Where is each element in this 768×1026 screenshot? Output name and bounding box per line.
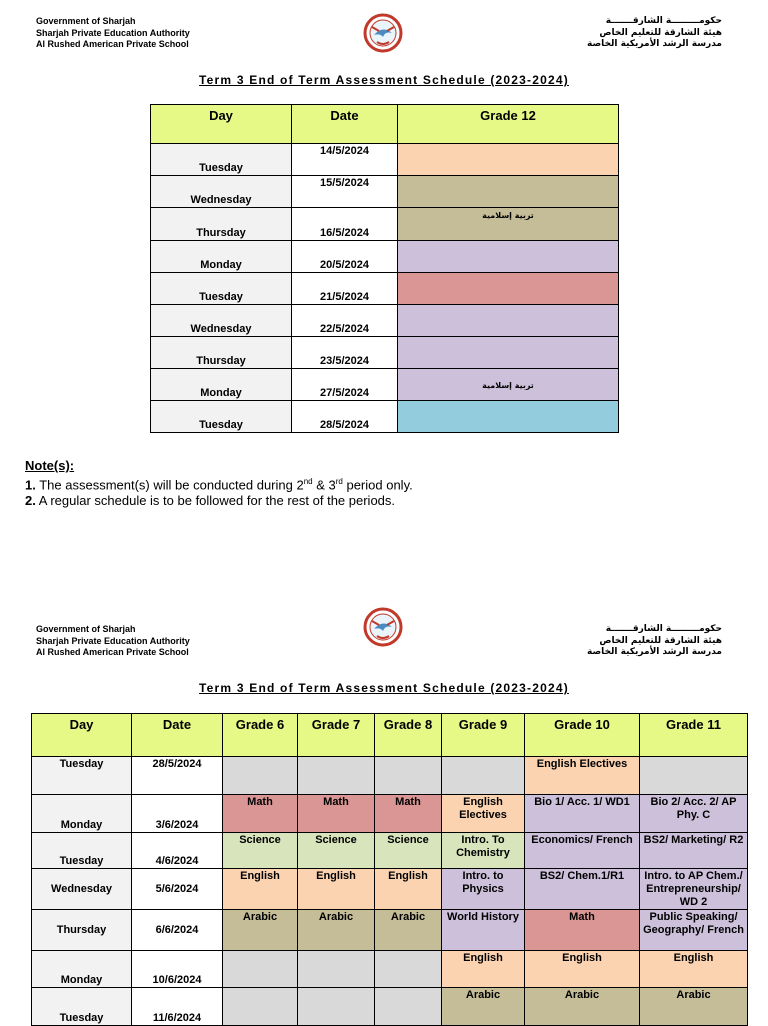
date-cell: 5/6/2024 bbox=[132, 869, 223, 910]
note-number: 1. bbox=[25, 477, 36, 493]
table-row bbox=[32, 869, 748, 910]
column-header-grade9: Grade 9 bbox=[442, 714, 525, 757]
day-cell: Thursday bbox=[32, 910, 132, 951]
date-cell: 16/5/2024 bbox=[292, 208, 398, 241]
subject-cell: Intro. to Physics bbox=[442, 869, 525, 910]
subject-cell: Science bbox=[223, 833, 298, 869]
table-row bbox=[151, 337, 619, 369]
subject-cell: Intro. to AP Chem./ Entrepreneurship/ WD 2 bbox=[640, 869, 748, 910]
header-line: Al Rushed American Private School bbox=[36, 647, 189, 657]
day-cell: Tuesday bbox=[151, 401, 292, 433]
day-cell: Monday bbox=[32, 795, 132, 833]
subject-cell bbox=[298, 988, 375, 1026]
school-crest-logo-icon bbox=[363, 607, 403, 647]
subject-cell: English Electives bbox=[525, 757, 640, 795]
date-cell: 14/5/2024 bbox=[292, 144, 398, 176]
date-cell: 21/5/2024 bbox=[292, 273, 398, 305]
subject-cell: Arabic bbox=[375, 910, 442, 951]
date-cell: 27/5/2024 bbox=[292, 369, 398, 401]
subject-cell bbox=[298, 951, 375, 988]
date-cell: 15/5/2024 bbox=[292, 176, 398, 208]
table-row bbox=[151, 176, 619, 208]
note-text: & 3 bbox=[312, 477, 336, 493]
table-header-row bbox=[151, 105, 619, 144]
note-text: period only. bbox=[342, 477, 413, 493]
column-header-grade11: Grade 11 bbox=[640, 714, 748, 757]
subject-cell bbox=[223, 988, 298, 1026]
subject-cell bbox=[398, 144, 619, 176]
subject-cell bbox=[375, 951, 442, 988]
note-item bbox=[25, 493, 413, 509]
note-sup: nd bbox=[303, 477, 313, 486]
subject-cell: Economics/ French bbox=[525, 833, 640, 869]
header-line: Government of Sharjah bbox=[36, 16, 136, 26]
day-cell: Tuesday bbox=[151, 144, 292, 176]
subject-cell: Math bbox=[223, 795, 298, 833]
subject-cell bbox=[375, 988, 442, 1026]
table-row bbox=[151, 144, 619, 176]
header-line-ar: مدرسة الرشد الأمريكية الخاصة bbox=[587, 647, 722, 657]
subject-cell: Science bbox=[375, 833, 442, 869]
date-cell: 11/6/2024 bbox=[132, 988, 223, 1026]
date-cell: 6/6/2024 bbox=[132, 910, 223, 951]
column-header-day: Day bbox=[151, 105, 292, 144]
table-row bbox=[32, 833, 748, 869]
note-sup: rd bbox=[335, 477, 343, 486]
date-cell: 3/6/2024 bbox=[132, 795, 223, 833]
school-crest-logo-icon bbox=[363, 13, 403, 53]
day-cell: Tuesday bbox=[151, 273, 292, 305]
header-line: Government of Sharjah bbox=[36, 624, 136, 634]
day-cell: Wednesday bbox=[151, 176, 292, 208]
column-header-date: Date bbox=[132, 714, 223, 757]
subject-cell bbox=[298, 757, 375, 795]
day-cell: Monday bbox=[151, 241, 292, 273]
day-cell: Tuesday bbox=[32, 988, 132, 1026]
column-header-grade8: Grade 8 bbox=[375, 714, 442, 757]
column-header-day: Day bbox=[32, 714, 132, 757]
day-cell: Thursday bbox=[151, 208, 292, 241]
table-row bbox=[151, 208, 619, 241]
table-row bbox=[32, 757, 748, 795]
subject-cell: Arabic bbox=[640, 988, 748, 1026]
day-cell: Tuesday bbox=[32, 757, 132, 795]
subject-cell: BS2/ Marketing/ R2 bbox=[640, 833, 748, 869]
subject-cell: Science bbox=[298, 833, 375, 869]
header-left-1 bbox=[36, 16, 190, 51]
header-line: Sharjah Private Education Authority bbox=[36, 27, 190, 38]
header-line-ar: هيئة الشارقة للتعليم الخاص bbox=[599, 27, 722, 38]
table-row bbox=[32, 795, 748, 833]
subject-cell: English bbox=[525, 951, 640, 988]
subject-cell: Math bbox=[298, 795, 375, 833]
date-cell: 28/5/2024 bbox=[292, 401, 398, 433]
note-item bbox=[25, 474, 413, 493]
header-line-ar: حكومـــــــــة الشارقـــــــة bbox=[605, 624, 722, 634]
note-text: A regular schedule is to be followed for the rest of the periods. bbox=[38, 493, 396, 509]
subject-cell: Intro. To Chemistry bbox=[442, 833, 525, 869]
table-row bbox=[151, 273, 619, 305]
subject-cell: Arabic bbox=[525, 988, 640, 1026]
note-number: 2. bbox=[25, 493, 36, 509]
subject-cell bbox=[223, 951, 298, 988]
subject-cell: English bbox=[375, 869, 442, 910]
date-cell: 4/6/2024 bbox=[132, 833, 223, 869]
header-right-2 bbox=[587, 624, 722, 659]
subject-cell: Arabic bbox=[223, 910, 298, 951]
subject-cell bbox=[223, 757, 298, 795]
date-cell: 22/5/2024 bbox=[292, 305, 398, 337]
table-row bbox=[151, 241, 619, 273]
notes-heading: Note(s): bbox=[25, 458, 75, 473]
table-row bbox=[32, 988, 748, 1026]
subject-cell: Arabic bbox=[442, 988, 525, 1026]
header-line-ar: هيئة الشارقة للتعليم الخاص bbox=[599, 635, 722, 646]
subject-cell: Bio 2/ Acc. 2/ AP Phy. C bbox=[640, 795, 748, 833]
column-header-date: Date bbox=[292, 105, 398, 144]
column-header-grade12: Grade 12 bbox=[398, 105, 619, 144]
date-cell: 23/5/2024 bbox=[292, 337, 398, 369]
header-line-ar: حكومـــــــــة الشارقـــــــة bbox=[605, 16, 722, 26]
date-cell: 28/5/2024 bbox=[132, 757, 223, 795]
subject-cell bbox=[398, 273, 619, 305]
date-cell: 10/6/2024 bbox=[132, 951, 223, 988]
header-line: Sharjah Private Education Authority bbox=[36, 635, 190, 646]
subject-cell bbox=[398, 401, 619, 433]
subject-cell: English bbox=[640, 951, 748, 988]
table-row bbox=[32, 951, 748, 988]
note-text: The assessment(s) will be conducted during 2 bbox=[39, 477, 304, 493]
day-cell: Wednesday bbox=[151, 305, 292, 337]
day-cell: Thursday bbox=[151, 337, 292, 369]
date-cell: 20/5/2024 bbox=[292, 241, 398, 273]
header-left-2 bbox=[36, 624, 190, 659]
day-cell: Monday bbox=[32, 951, 132, 988]
day-cell: Tuesday bbox=[32, 833, 132, 869]
header-line: Al Rushed American Private School bbox=[36, 39, 189, 49]
day-cell: Monday bbox=[151, 369, 292, 401]
subject-cell bbox=[640, 757, 748, 795]
subject-cell bbox=[375, 757, 442, 795]
subject-cell bbox=[398, 337, 619, 369]
subject-cell: World History bbox=[442, 910, 525, 951]
subject-cell: BS2/ Chem.1/R1 bbox=[525, 869, 640, 910]
table-row bbox=[32, 910, 748, 951]
header-right-1 bbox=[587, 16, 722, 51]
subject-cell bbox=[398, 241, 619, 273]
subject-cell bbox=[398, 305, 619, 337]
subject-cell: English bbox=[223, 869, 298, 910]
schedule-title: Term 3 End of Term Assessment Schedule (2023-2024) bbox=[199, 681, 569, 695]
grade12-schedule-table bbox=[150, 104, 619, 433]
schedule-title: Term 3 End of Term Assessment Schedule (2023-2024) bbox=[199, 73, 569, 87]
column-header-grade6: Grade 6 bbox=[223, 714, 298, 757]
column-header-grade7: Grade 7 bbox=[298, 714, 375, 757]
table-row bbox=[151, 305, 619, 337]
subject-cell: English bbox=[442, 951, 525, 988]
subject-cell: English Electives bbox=[442, 795, 525, 833]
subject-cell: Public Speaking/ Geography/ French bbox=[640, 910, 748, 951]
subject-cell bbox=[398, 176, 619, 208]
subject-cell: Bio 1/ Acc. 1/ WD1 bbox=[525, 795, 640, 833]
subject-cell: English bbox=[298, 869, 375, 910]
subject-cell: تربية إسلامية bbox=[482, 211, 534, 220]
grades6-11-schedule-table bbox=[31, 713, 748, 1026]
header-line-ar: مدرسة الرشد الأمريكية الخاصة bbox=[587, 39, 722, 49]
subject-cell: Math bbox=[375, 795, 442, 833]
subject-cell: Arabic bbox=[298, 910, 375, 951]
subject-cell bbox=[442, 757, 525, 795]
subject-cell: تربية إسلامية bbox=[482, 380, 534, 390]
table-header-row bbox=[32, 714, 748, 757]
table-row bbox=[151, 401, 619, 433]
subject-cell: Math bbox=[525, 910, 640, 951]
notes-section bbox=[25, 458, 413, 509]
day-cell: Wednesday bbox=[32, 869, 132, 910]
column-header-grade10: Grade 10 bbox=[525, 714, 640, 757]
table-row bbox=[151, 369, 619, 401]
